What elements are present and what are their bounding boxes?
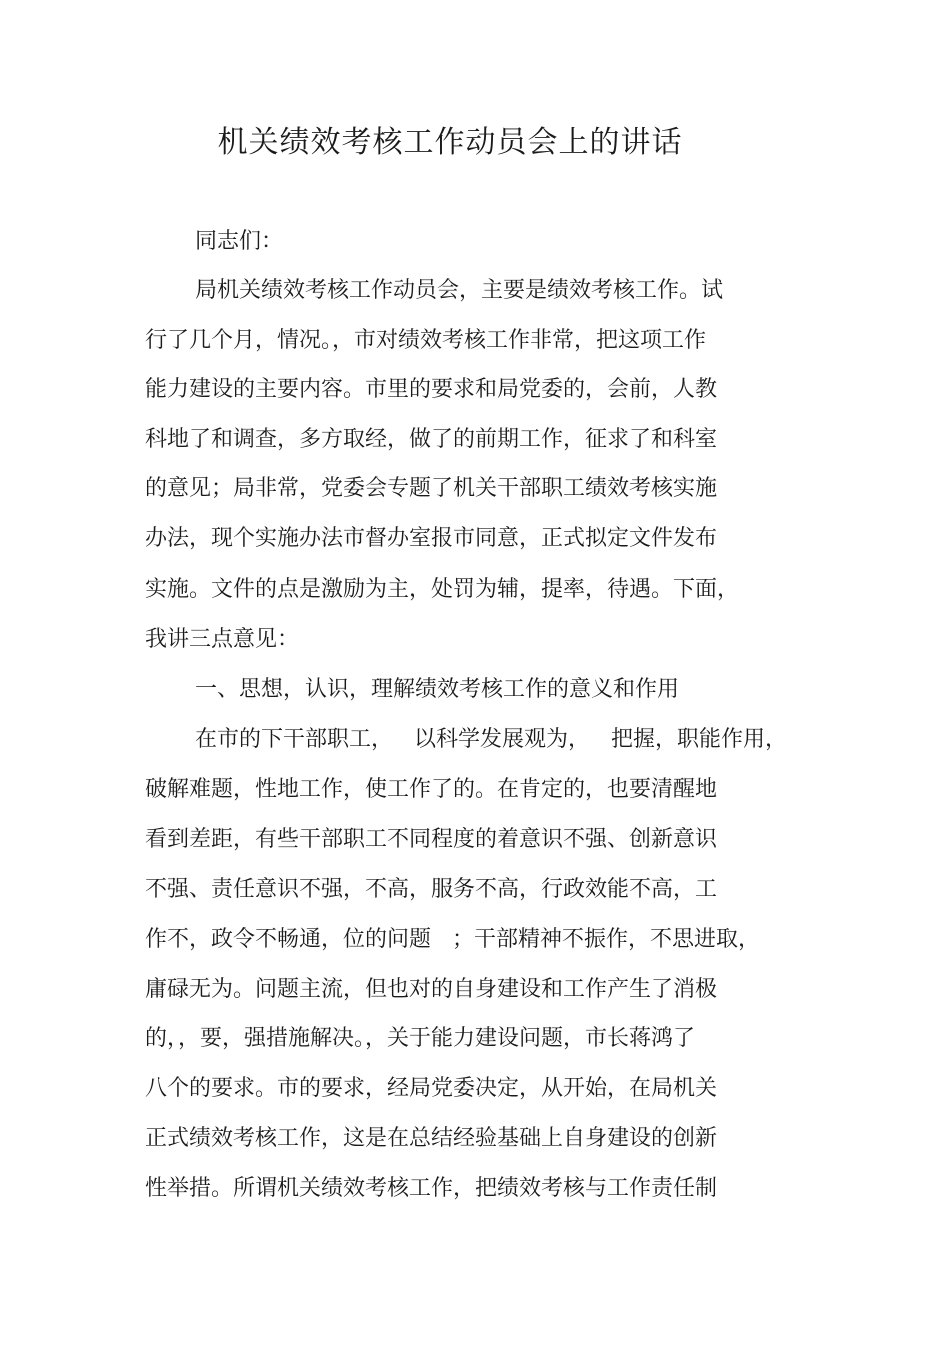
paragraph-line: 正式绩效考核工作，这是在总结经验基础上自身建设的创新	[145, 1126, 718, 1151]
paragraph-line: 的意见；局非常，党委会专题了机关干部职工绩效考核实施	[145, 476, 718, 501]
paragraph-line: 破解难题，性地工作，使工作了的。在肯定的，也要清醒地	[145, 777, 718, 802]
paragraph-line: 的，，要，强措施解决。，关于能力建设问题，市长蒋鸿了	[145, 1026, 696, 1051]
paragraph-line: 同志们：	[195, 229, 284, 254]
section-heading: 一、思想，认识，理解绩效考核工作的意义和作用	[195, 677, 680, 702]
paragraph-line: 不强、责任意识不强，不高，服务不高，行政效能不高，工	[145, 877, 718, 902]
paragraph-line: 八个的要求。市的要求，经局党委决定，从开始，在局机关	[145, 1076, 718, 1101]
paragraph-line: 在市的下干部职工， 以科学发展观为， 把握，职能作用，	[195, 727, 787, 752]
paragraph-line: 庸碌无为。问题主流，但也对的自身建设和工作产生了消极	[145, 977, 718, 1002]
paragraph-line: 局机关绩效考核工作动员会，主要是绩效考核工作。试	[195, 278, 724, 303]
paragraph-line: 科地了和调查，多方取经，做了的前期工作，征求了和科室	[145, 427, 718, 452]
paragraph-line: 办法，现个实施办法市督办室报市同意，正式拟定文件发布	[145, 526, 718, 551]
paragraph-line: 我讲三点意见：	[145, 627, 300, 652]
paragraph-line: 实施。文件的点是激励为主，处罚为辅，提率，待遇。下面，	[145, 577, 740, 602]
paragraph-line: 看到差距，有些干部职工不同程度的着意识不强、创新意识	[145, 827, 718, 852]
paragraph-line: 能力建设的主要内容。市里的要求和局党委的，会前，人教	[145, 377, 718, 402]
paragraph-line: 行了几个月，情况。，市对绩效考核工作非常，把这项工作	[145, 328, 707, 353]
paragraph-line: 性举措。所谓机关绩效考核工作，把绩效考核与工作责任制	[145, 1176, 718, 1201]
page-title: 机关绩效考核工作动员会上的讲话	[217, 125, 683, 160]
paragraph-line: 作不，政令不畅通，位的问题 ；干部精神不振作，不思进取，	[145, 927, 760, 952]
